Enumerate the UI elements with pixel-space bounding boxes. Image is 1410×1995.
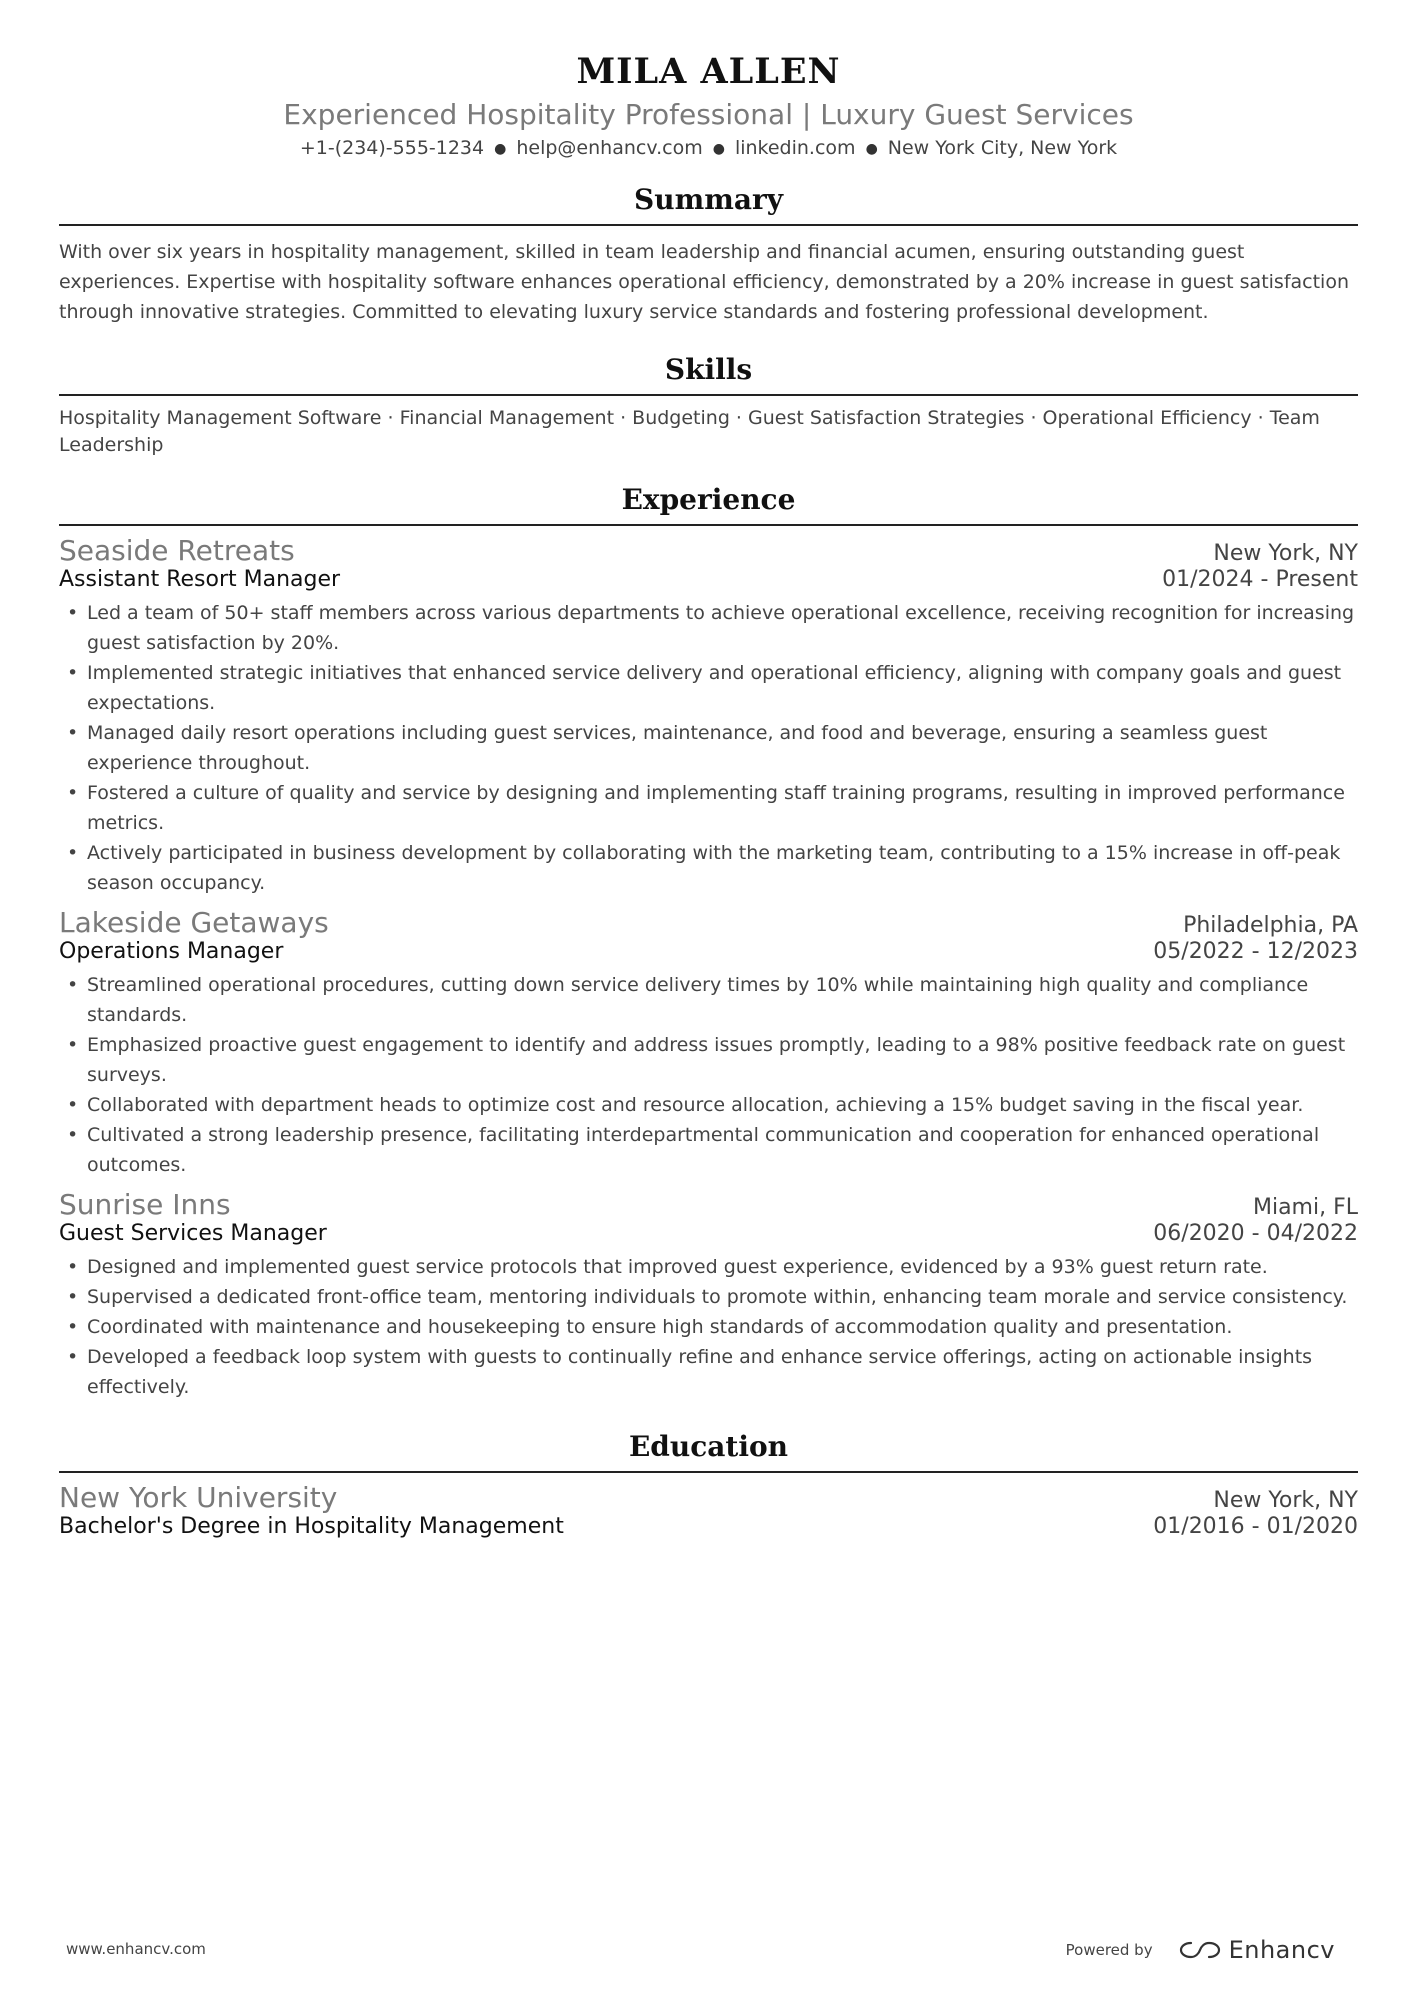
education-dates: 01/2016 - 01/2020 bbox=[1153, 1513, 1358, 1539]
bullet-item: • Designed and implemented guest service protocols that improved guest experience, evidenced by a 93% guest return rate. bbox=[59, 1252, 1358, 1282]
linkedin[interactable]: linkedin.com bbox=[734, 137, 856, 159]
bullet-item: • Fostered a culture of quality and service by designing and implementing staff training programs, resulting in improved performance metrics. bbox=[59, 778, 1358, 838]
education-entry bbox=[59, 1481, 1358, 1539]
phone: +1-(234)-555-1234 bbox=[299, 137, 485, 159]
skill-item: Operational Efficiency bbox=[1042, 406, 1252, 429]
job-dates: 06/2020 - 04/2022 bbox=[1153, 1220, 1358, 1246]
resume-page bbox=[59, 0, 1358, 1539]
candidate-title: Experienced Hospitality Professional | Luxury Guest Services bbox=[283, 98, 1134, 131]
education-heading: Education bbox=[59, 1430, 1358, 1473]
job-role: Assistant Resort Manager bbox=[59, 566, 341, 592]
skill-item: Hospitality Management Software bbox=[59, 406, 382, 429]
separator-dot: ● bbox=[865, 140, 878, 157]
job-dates: 01/2024 - Present bbox=[1162, 566, 1358, 592]
job-location: Miami, FL bbox=[1252, 1194, 1358, 1220]
skills-list: Hospitality Management Software · Financial Management · Budgeting · Guest Satisfaction Strategies · Operational Efficiency · Team Leadership bbox=[59, 406, 1320, 456]
footer-website[interactable]: www.enhancv.com bbox=[66, 1940, 206, 1958]
skill-item: Budgeting bbox=[632, 406, 730, 429]
job-dates: 05/2022 - 12/2023 bbox=[1153, 938, 1358, 964]
experience-heading: Experience bbox=[59, 483, 1358, 526]
enhancv-logo-icon bbox=[1179, 1939, 1221, 1961]
summary-text: With over six years in hospitality management, skilled in team leadership and financial acumen, ensuring outstanding guest experiences. Expertise with hospitality software enhances operational efficiency, demonstrated by a 20% increase in guest satisfaction through innovative strategies. Committed to elevating luxury service standards and fostering professional development. bbox=[59, 240, 1349, 323]
bullet-item: • Implemented strategic initiatives that enhanced service delivery and operational efficiency, aligning with company goals and guest expectations. bbox=[59, 658, 1358, 718]
job-bullets bbox=[59, 598, 1358, 898]
job-location: New York, NY bbox=[1213, 540, 1358, 566]
job-location: Philadelphia, PA bbox=[1183, 912, 1358, 938]
bullet-item: • Collaborated with department heads to optimize cost and resource allocation, achieving a 15% budget saving in the fiscal year. bbox=[59, 1090, 1358, 1120]
skill-item: Guest Satisfaction Strategies bbox=[748, 406, 1025, 429]
bullet-item: • Led a team of 50+ staff members across various departments to achieve operational excellence, receiving recognition for increasing guest satisfaction by 20%. bbox=[59, 598, 1358, 658]
company-name: Lakeside Getaways bbox=[59, 905, 329, 939]
bullet-item: • Cultivated a strong leadership presence, facilitating interdepartmental communication and cooperation for enhanced operational outcomes. bbox=[59, 1120, 1358, 1180]
summary-heading: Summary bbox=[59, 183, 1358, 226]
job-entry bbox=[59, 534, 1358, 898]
bullet-item: • Actively participated in business development by collaborating with the marketing team, contributing to a 15% increase in off-peak season occupancy. bbox=[59, 838, 1358, 898]
job-entry bbox=[59, 1188, 1358, 1402]
school-location: New York, NY bbox=[1213, 1487, 1358, 1513]
skills-heading: Skills bbox=[59, 353, 1358, 396]
job-role: Guest Services Manager bbox=[59, 1220, 327, 1246]
contact-line bbox=[59, 134, 1358, 163]
separator-dot: ● bbox=[712, 140, 725, 157]
job-entry bbox=[59, 906, 1358, 1180]
company-name: Seaside Retreats bbox=[59, 533, 295, 567]
school-name: New York University bbox=[59, 1480, 338, 1514]
bullet-item: • Developed a feedback loop system with guests to continually refine and enhance service offerings, acting on actionable insights effectively. bbox=[59, 1342, 1358, 1402]
email[interactable]: help@enhancv.com bbox=[516, 137, 703, 159]
job-bullets bbox=[59, 1252, 1358, 1402]
company-name: Sunrise Inns bbox=[59, 1187, 231, 1221]
bullet-item: • Streamlined operational procedures, cutting down service delivery times by 10% while maintaining high quality and compliance standards. bbox=[59, 970, 1358, 1030]
bullet-item: • Emphasized proactive guest engagement to identify and address issues promptly, leading to a 98% positive feedback rate on guest surveys. bbox=[59, 1030, 1358, 1090]
bullet-item: • Coordinated with maintenance and housekeeping to ensure high standards of accommodation quality and presentation. bbox=[59, 1312, 1358, 1342]
enhancv-brand[interactable]: Enhancv bbox=[1228, 1936, 1335, 1964]
skill-item: Financial Management bbox=[399, 406, 615, 429]
skill-item: Team Leadership bbox=[59, 406, 1320, 456]
bullet-item: • Supervised a dedicated front-office team, mentoring individuals to promote within, enhancing team morale and service consistency. bbox=[59, 1282, 1358, 1312]
job-bullets bbox=[59, 970, 1358, 1180]
job-role: Operations Manager bbox=[59, 938, 284, 964]
bullet-item: • Managed daily resort operations including guest services, maintenance, and food and beverage, ensuring a seamless guest experience throughout. bbox=[59, 718, 1358, 778]
location: New York City, New York bbox=[887, 137, 1118, 159]
degree: Bachelor's Degree in Hospitality Management bbox=[59, 1513, 564, 1539]
footer-branding bbox=[1066, 1936, 1335, 1964]
powered-by-label: Powered by bbox=[1065, 1941, 1153, 1959]
separator-dot: ● bbox=[494, 140, 507, 157]
candidate-name: MILA ALLEN bbox=[576, 51, 841, 92]
